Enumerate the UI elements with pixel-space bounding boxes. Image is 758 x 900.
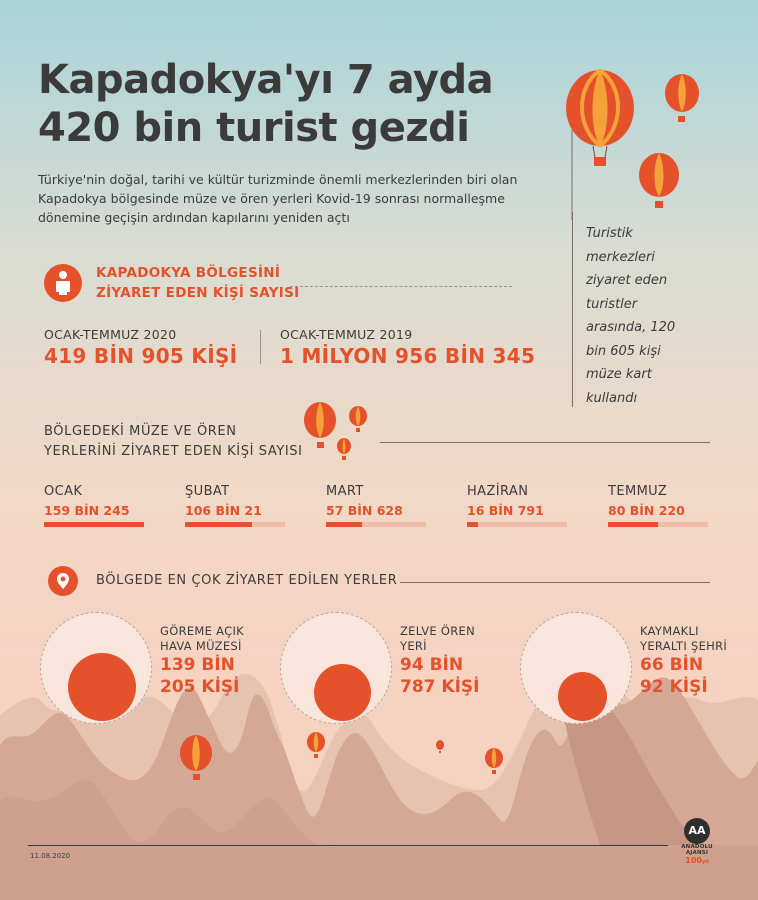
museums-heading-line-2: YERLERİNİ ZİYARET EDEN KİŞİ SAYISI xyxy=(44,444,303,459)
title-line-1: Kapadokya'yı 7 ayda xyxy=(38,57,494,103)
month-value: 80 BİN 220 xyxy=(608,503,685,518)
aa-logo xyxy=(676,818,718,867)
anniversary-number: 100 xyxy=(685,856,702,865)
month-value: 57 BİN 628 xyxy=(326,503,403,518)
intro-text: Türkiye'nin doğal, tarihi ve kültür turizminde önemli merkezlerinden biri olan Kapadokya bölgesinde müze ve ören yerleri Kovid-19 sonrası normalleşme dönemine geçişin ardından kapılarını yeniden açtı xyxy=(38,172,518,225)
title-line-2: 420 bin turist gezdi xyxy=(38,105,470,151)
place-value-line-2: 92 KİŞİ xyxy=(640,677,708,697)
place-name-line-1: ZELVE ÖREN xyxy=(400,624,475,638)
date-label: 11.08.2020 xyxy=(30,852,71,860)
side-note: Turistik merkezleri ziyaret eden turistler arasında, 120 bin 605 kişi müze kart kullandı xyxy=(586,226,676,406)
place-value-line-1: 66 BİN xyxy=(640,655,704,675)
visitors-heading-line-1: KAPADOKYA BÖLGESİNİ xyxy=(96,265,281,281)
place-name-line-2: HAVA MÜZESİ xyxy=(160,639,242,653)
aa-logo-text: ANADOLU AJANSI xyxy=(681,844,713,856)
period-value: 1 MİLYON 956 BİN 345 xyxy=(280,344,536,368)
place-value-line-2: 205 KİŞİ xyxy=(160,677,240,697)
footer-line xyxy=(28,845,668,846)
month-value: 16 BİN 791 xyxy=(467,503,544,518)
place-value-line-1: 94 BİN xyxy=(400,655,464,675)
month-label: HAZİRAN xyxy=(467,484,529,499)
balloon-icon xyxy=(485,748,503,774)
museums-heading-line-1: BÖLGEDEKİ MÜZE VE ÖREN xyxy=(44,424,237,439)
period-label: OCAK-TEMMUZ 2020 xyxy=(44,327,177,342)
period-value: 419 BİN 905 KİŞİ xyxy=(44,344,238,368)
visitors-heading-line-2: ZİYARET EDEN KİŞİ SAYISI xyxy=(96,285,300,301)
month-label: ŞUBAT xyxy=(185,484,230,499)
month-label: MART xyxy=(326,484,364,499)
aa-logo-icon: AA xyxy=(684,818,710,844)
place-name-line-2: YERİ xyxy=(400,639,427,653)
place-name-line-1: KAYMAKLI xyxy=(640,624,699,638)
anniversary-badge xyxy=(676,856,718,867)
anniversary-suffix: yıl xyxy=(702,859,709,865)
month-label: TEMMUZ xyxy=(608,484,668,499)
places-heading: BÖLGEDE EN ÇOK ZİYARET EDİLEN YERLER xyxy=(96,573,398,588)
place-value-line-1: 139 BİN xyxy=(160,655,235,675)
month-label: OCAK xyxy=(44,484,83,499)
month-value: 159 BİN 245 xyxy=(44,503,130,518)
balloon-icon xyxy=(436,740,444,753)
place-name-line-1: GÖREME AÇIK xyxy=(160,624,244,638)
place-name-line-2: YERALTI ŞEHRİ xyxy=(640,639,728,653)
month-value: 106 BİN 21 xyxy=(185,503,262,518)
balloon-icon xyxy=(307,732,325,758)
period-label: OCAK-TEMMUZ 2019 xyxy=(280,327,413,342)
place-value-line-2: 787 KİŞİ xyxy=(400,677,480,697)
balloon-icon xyxy=(180,735,212,780)
